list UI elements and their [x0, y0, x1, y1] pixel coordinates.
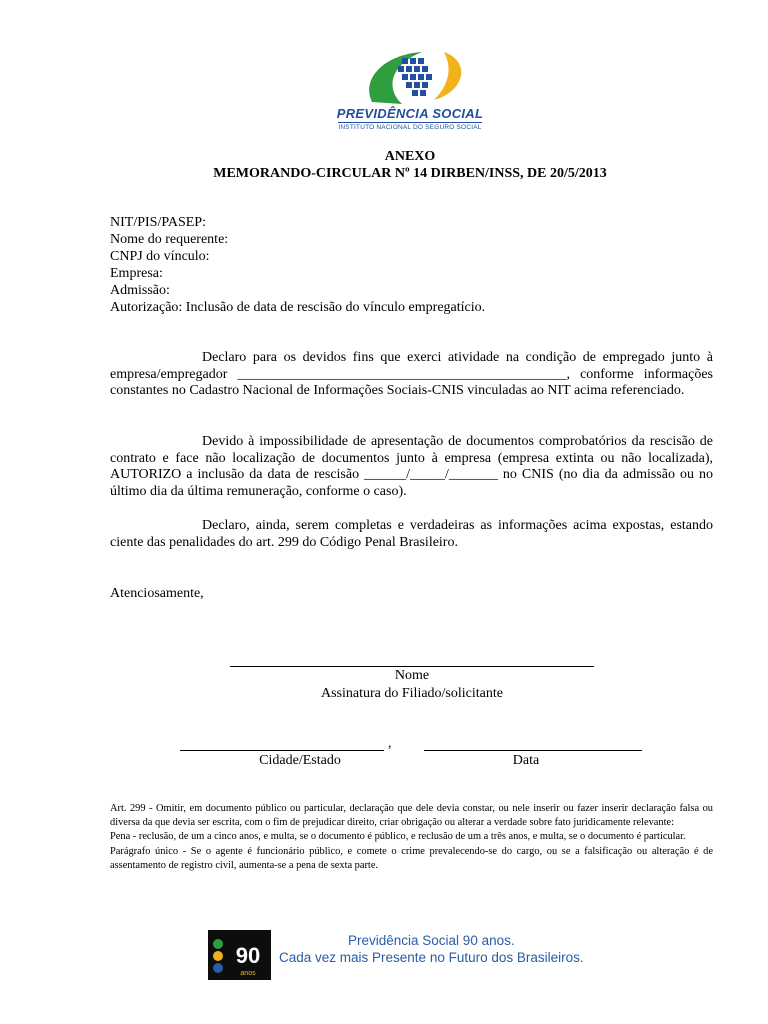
city-line	[180, 750, 384, 751]
legal-article-299: Art. 299 - Omitir, em documento público ou particular, declaração que dele devia constar, ou nele inserir ou fazer inserir declaração falsa ou diversa da que devia ser escrita, com o fim de prejudicar direito, criar obrigação ou alterar a verdade sobre fato juridicamente relevante:	[110, 803, 713, 829]
name-label: Nome	[394, 668, 430, 683]
anniversary-badge-icon	[208, 930, 271, 980]
document-subtitle: MEMORANDO-CIRCULAR Nº 14 DIRBEN/INSS, DE 20/5/2013	[213, 166, 607, 181]
signature-line	[230, 666, 594, 667]
field-cnpj: CNPJ do vínculo:	[110, 249, 210, 264]
city-label: Cidade/Estado	[259, 753, 341, 768]
field-requerente: Nome do requerente:	[110, 232, 229, 247]
field-admissao: Admissão:	[110, 283, 170, 298]
brand-name: PREVIDÊNCIA SOCIAL	[336, 106, 484, 121]
footer-line-2: Cada vez mais Presente no Futuro dos Brasileiros.	[279, 950, 584, 965]
field-autorizacao: Autorização: Inclusão de data de rescisão do vínculo empregatício.	[110, 300, 486, 315]
date-line	[424, 750, 642, 751]
footer-line-1: Previdência Social 90 anos.	[348, 933, 515, 948]
paragraph-declaracao	[110, 350, 713, 400]
place-date-separator: ,	[388, 736, 392, 751]
legal-pena: Pena - reclusão, de um a cinco anos, e multa, se o documento é público, e reclusão de um a três anos, e multa, se o documento é particular.	[110, 831, 686, 843]
paragraph-autorizacao	[110, 434, 713, 500]
badge-text: anos	[240, 970, 256, 977]
brand-block	[330, 106, 490, 131]
paragraph-ciencia-text: Declaro, ainda, serem completas e verdadeiras as informações acima expostas, estando ciente das penalidades do art. 299 do Código Penal Brasileiro.	[110, 518, 713, 550]
signature-label: Assinatura do Filiado/solicitante	[321, 686, 503, 701]
paragraph-declaracao-text: Declaro para os devidos fins que exerci atividade na condição de empregado junto à empresa/empregador _______________________________________________, conforme informações constantes no Cadastro Nacional de Informações Sociais-CNIS vinculadas ao NIT acima referenciado.	[110, 350, 713, 398]
legal-article	[110, 802, 713, 873]
date-label: Data	[512, 753, 540, 768]
field-nit: NIT/PIS/PASEP:	[110, 215, 206, 230]
brand-subtitle: INSTITUTO NACIONAL DO SEGURO SOCIAL	[338, 124, 482, 131]
paragraph-ciencia	[110, 518, 713, 551]
document-title: ANEXO	[384, 149, 436, 164]
legal-paragrafo-unico: Parágrafo único - Se o agente é funcionário público, e comete o crime prevalecendo-se do cargo, ou se a falsificação ou alteração é de assentamento de registro civil, aumenta-se a pena de sexta parte.	[110, 845, 713, 871]
field-empresa: Empresa:	[110, 266, 163, 281]
paragraph-autorizacao-text: Devido à impossibilidade de apresentação de documentos comprobatórios da rescisão de contrato e face não localização de documentos junto à empresa (empresa extinta ou não localizada), AUTORIZO a inclusão da data de rescisão ______/_____/_______ no CNIS (no dia da admissão ou no último dia da última remuneração, conforme o caso).	[110, 434, 713, 499]
closing: Atenciosamente,	[110, 586, 204, 601]
badge-number: 90	[235, 943, 261, 968]
